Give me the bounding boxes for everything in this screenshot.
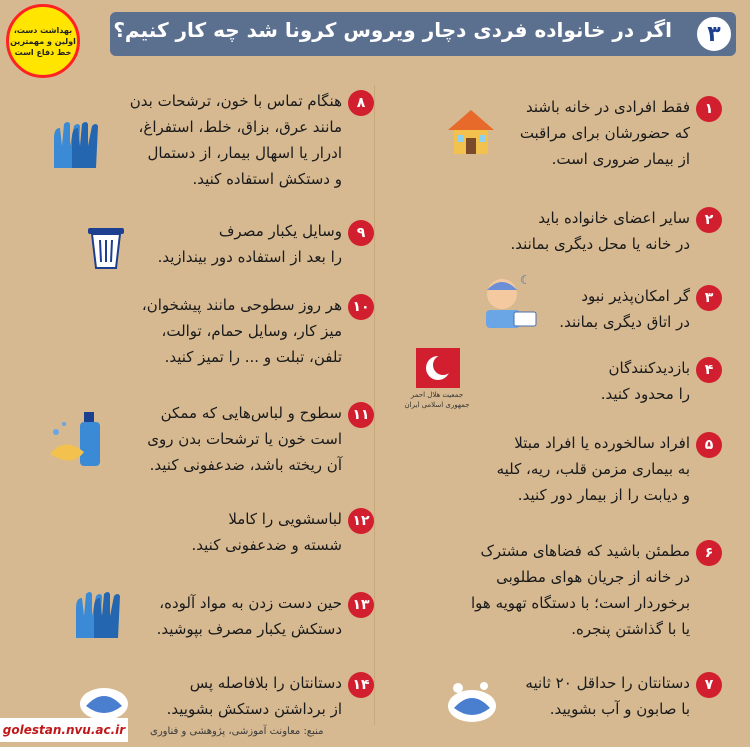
section-number: ۳ (694, 14, 734, 54)
gloves-icon-2 (70, 588, 126, 642)
tip-number: ۱۴ (348, 672, 374, 698)
tip-number: ۱۳ (348, 592, 374, 618)
tip-number: ۱ (696, 96, 722, 122)
tip-number: ۱۰ (348, 294, 374, 320)
tip-text: وسایل یکبار مصرف را بعد از استفاده دور بیندازید. (157, 222, 342, 266)
red-crescent-logo (414, 346, 462, 426)
tip-number: ۳ (696, 285, 722, 311)
tip-text: لباسشویی را کاملا شسته و ضدعفونی کنید. (191, 510, 342, 554)
tip-item-14 (134, 670, 374, 726)
tip-number: ۵ (696, 432, 722, 458)
hygiene-badge (6, 4, 80, 78)
tip-text: افراد سالخورده یا افراد مبتلا به بیماری مزمن قلب، ریه، کلیه و دیابت را از بیمار دور کنید. (496, 434, 690, 504)
tip-item-12 (134, 506, 374, 562)
tip-item-10 (134, 292, 374, 372)
trash-bin-icon (84, 222, 128, 270)
page-title: اگر در خانواده فردی دچار ویروس کرونا شد چه کار کنیم؟ (113, 18, 672, 42)
tip-number: ۲ (696, 207, 722, 233)
tip-number: ۸ (348, 90, 374, 116)
tip-text: حین دست زدن به مواد آلوده، دستکش یکبار مصرف بپوشید. (156, 594, 342, 638)
tip-item-2 (452, 205, 722, 261)
tip-text: گر امکان‌پذیر نبود در اتاق دیگری بمانند. (559, 287, 690, 331)
tip-item-5 (432, 430, 722, 510)
gloves-icon (48, 118, 104, 174)
tip-text: سایر اعضای خانواده باید در خانه یا محل دیگری بمانند. (510, 209, 690, 253)
badge-text: بهداشت دست، اولین و مهمترین خط دفاع است (10, 25, 76, 57)
tip-text: سطوح و لباس‌هایی که ممکن است خون یا ترشحات بدن روی آن ریخته باشد، ضدعفونی کنید. (147, 404, 342, 474)
tip-number: ۶ (696, 540, 722, 566)
header-bar (110, 12, 736, 56)
tip-text: بازدیدکنندگان را محدود کنید. (600, 359, 690, 403)
tip-number: ۱۱ (348, 402, 374, 428)
source-text: منبع: معاونت آموزشی، پژوهشی و فناوری (150, 726, 324, 737)
tip-text: فقط افرادی در خانه باشند که حضورشان برای مراقبت از بیمار ضروری است. (519, 98, 690, 168)
sick-person-icon (478, 272, 538, 328)
tip-number: ۹ (348, 220, 374, 246)
house-icon (446, 108, 496, 156)
red-crescent-caption: جمعیت هلال احمر جمهوری اسلامی ایران (404, 391, 470, 409)
tip-number: ۱۲ (348, 508, 374, 534)
tip-item-6 (432, 538, 722, 644)
tip-text: هنگام تماس با خون، ترشحات بدن مانند عرق، بزاق، خلط، استفراغ، ادرار یا اسهال بیمار، از دستمال و دستکش استفاده کنید. (129, 92, 342, 188)
handwash-icon (444, 678, 500, 724)
tip-number: ۷ (696, 672, 722, 698)
tip-item-11 (134, 400, 374, 480)
svg-text:☾: ☾ (520, 273, 531, 287)
tip-number: ۴ (696, 357, 722, 383)
tip-item-8 (109, 88, 374, 194)
tip-item-13 (134, 590, 374, 646)
tip-text: مطمئن باشید که فضاهای مشترک در خانه از جریان هوای مطلوبی برخوردار است؛ با دستگاه تهویه هوا یا با گذاشتن پنجره. (471, 542, 690, 638)
tip-item-7 (482, 670, 722, 726)
tip-item-4 (562, 355, 722, 411)
tip-text: دستانتان را حداقل ۲۰ ثانیه با صابون و آب بشویید. (525, 674, 690, 718)
tip-item-1 (472, 94, 722, 174)
tip-text: دستانتان را بلافاصله پس از برداشتن دستکش بشویید. (166, 674, 342, 718)
column-divider (374, 85, 375, 725)
spray-bottle-icon (44, 408, 108, 472)
tip-text: هر روز سطوحی مانند پیشخوان، میز کار، وسایل حمام، توالت، تلفن، تبلت و ... را تمیز کنید. (141, 296, 342, 366)
site-logo: golestan.nvu.ac.ir (0, 718, 128, 742)
handwash-icon-2 (76, 678, 132, 722)
tip-item-9 (134, 218, 374, 274)
tip-item-3 (522, 283, 722, 339)
